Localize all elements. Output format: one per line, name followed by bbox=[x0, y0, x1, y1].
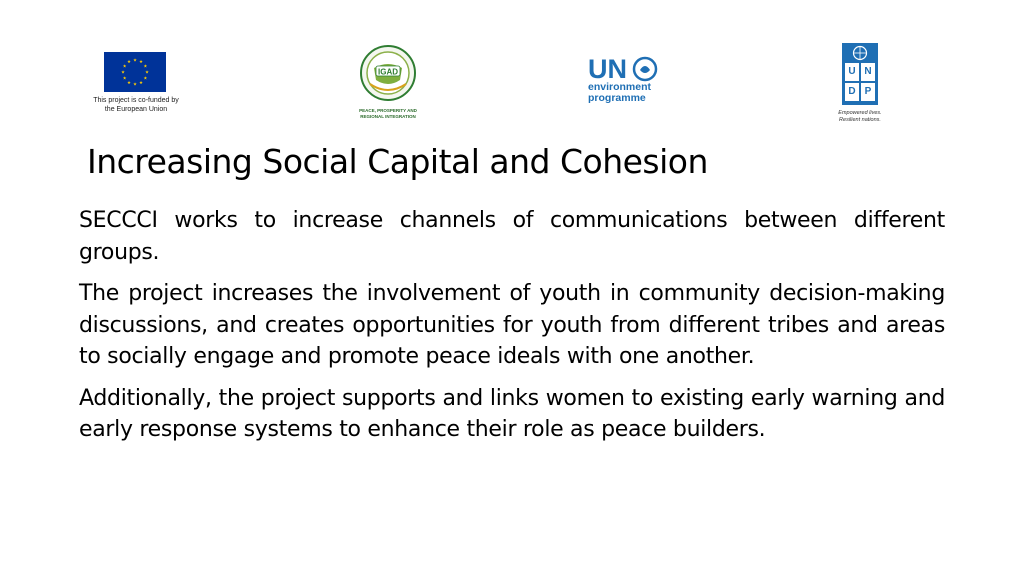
eu-star-icon: ★ bbox=[138, 59, 144, 65]
eu-caption-line1: This project is co-funded by bbox=[93, 97, 179, 104]
eu-star-icon: ★ bbox=[143, 75, 148, 81]
unep-logo bbox=[588, 56, 678, 104]
undp-caption-line1: Empowered lives. bbox=[838, 110, 882, 116]
eu-star-icon: ★ bbox=[120, 69, 126, 75]
undp-letter-d: D bbox=[845, 83, 859, 101]
eu-logo bbox=[86, 52, 186, 114]
igad-logo bbox=[352, 44, 424, 120]
undp-letter-u: U bbox=[845, 63, 859, 81]
eu-star-icon: ★ bbox=[126, 59, 132, 65]
undp-letter-n: N bbox=[861, 63, 875, 81]
eu-star-icon: ★ bbox=[132, 81, 138, 87]
body-text bbox=[79, 205, 945, 456]
paragraph-seccci: SECCCI works to increase channels of communications between different groups. bbox=[79, 208, 945, 265]
eu-star-icon: ★ bbox=[144, 69, 150, 75]
igad-caption-line2: REGIONAL INTEGRATION bbox=[360, 114, 416, 119]
igad-caption bbox=[352, 108, 424, 120]
undp-caption-line2: Resilient nations. bbox=[839, 117, 881, 123]
eu-flag-icon bbox=[104, 52, 166, 92]
unep-line2: programme bbox=[588, 92, 646, 104]
eu-star-icon: ★ bbox=[143, 63, 148, 69]
undp-letter-grid bbox=[845, 63, 875, 101]
un-emblem-icon bbox=[850, 45, 870, 61]
undp-box bbox=[842, 43, 878, 105]
eu-star-icon: ★ bbox=[126, 79, 132, 85]
eu-star-icon: ★ bbox=[138, 79, 144, 85]
eu-caption bbox=[86, 96, 186, 114]
igad-emblem-icon bbox=[356, 44, 420, 102]
eu-star-icon: ★ bbox=[122, 75, 127, 81]
igad-name: IGAD bbox=[378, 67, 398, 77]
igad-caption-line1: PEACE, PROSPERITY AND bbox=[359, 108, 417, 113]
eu-star-icon: ★ bbox=[122, 63, 127, 69]
undp-logo bbox=[832, 43, 888, 124]
unep-globe-icon bbox=[632, 56, 658, 82]
eu-caption-line2: the European Union bbox=[104, 106, 168, 113]
page-title: Increasing Social Capital and Cohesion bbox=[87, 142, 708, 181]
unep-line1: environment bbox=[588, 81, 652, 93]
eu-star-icon: ★ bbox=[132, 57, 138, 63]
paragraph-youth: The project increases the involvement of youth in community decision-making discussions, and creates opportunities for youth from different tribes and areas to socially engage and promote peace ideals with one another. bbox=[79, 281, 945, 369]
undp-caption bbox=[832, 110, 888, 124]
unep-un-text: UN bbox=[588, 54, 627, 84]
paragraph-women: Additionally, the project supports and links women to existing early warning and early response systems to enhance their role as peace builders. bbox=[79, 385, 945, 442]
undp-letter-p: P bbox=[861, 83, 875, 101]
